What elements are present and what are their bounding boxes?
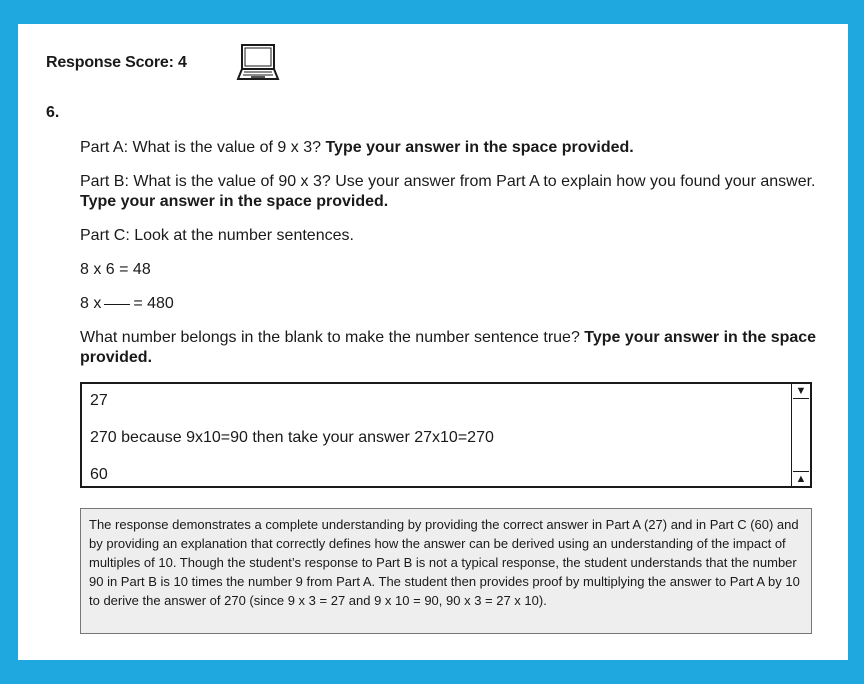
part-c: Part C: Look at the number sentences. (80, 227, 354, 244)
part-a (80, 138, 820, 158)
part-a-text: Part A: What is the value of 9 x 3? (80, 139, 326, 156)
part-b (80, 172, 820, 212)
equation-2 (80, 294, 820, 314)
laptop-icon (236, 43, 280, 83)
equation-2-left: 8 x (80, 295, 102, 312)
scoring-page (18, 24, 848, 660)
scoring-rationale: The response demonstrates a complete understanding by providing the correct answer in Part A (27) and in Part C (60) and by providing an explanation that correctly defines how the answer can be derived using an understanding of the impact of multiples of 10. Though the student’s response to Part B is not a typical response, the student understands that the number 90 in Part B is 10 times the number 9 from Part A. The student then provides proof by multiplying the answer to Part A by 10 to derive the answer of 270 (since 9 x 3 = 27 and 9 x 10 = 90, 90 x 3 = 27 x 10). (80, 508, 812, 634)
part-b-instruction: Type your answer in the space provided. (80, 193, 389, 210)
part-b-text: Part B: What is the value of 90 x 3? Use your answer from Part A to explain how you found your answer. (80, 173, 816, 190)
equation-blank (104, 304, 130, 305)
student-response-lines (90, 390, 494, 501)
blank-question-text: What number belongs in the blank to make the number sentence true? (80, 329, 585, 346)
blank-question-instruction: Type your answer in the space provided. (80, 329, 817, 366)
response-line-3: 60 (90, 466, 108, 483)
equation-1: 8 x 6 = 48 (80, 261, 151, 278)
response-line-1: 27 (90, 392, 108, 409)
scroll-down-arrow-icon[interactable]: ▼ (793, 384, 809, 399)
scrollbar[interactable] (791, 384, 810, 486)
scroll-up-arrow-icon[interactable]: ▲ (793, 471, 809, 486)
response-score: Response Score: 4 (46, 54, 187, 71)
equation-2-right: = 480 (133, 295, 174, 312)
question-content (80, 138, 820, 382)
header (46, 54, 187, 72)
response-line-2: 270 because 9x10=90 then take your answer 27x10=270 (90, 429, 494, 446)
question-number: 6. (46, 104, 60, 121)
student-response-box[interactable] (80, 382, 812, 488)
blank-question (80, 328, 820, 368)
part-a-instruction: Type your answer in the space provided. (325, 139, 634, 156)
